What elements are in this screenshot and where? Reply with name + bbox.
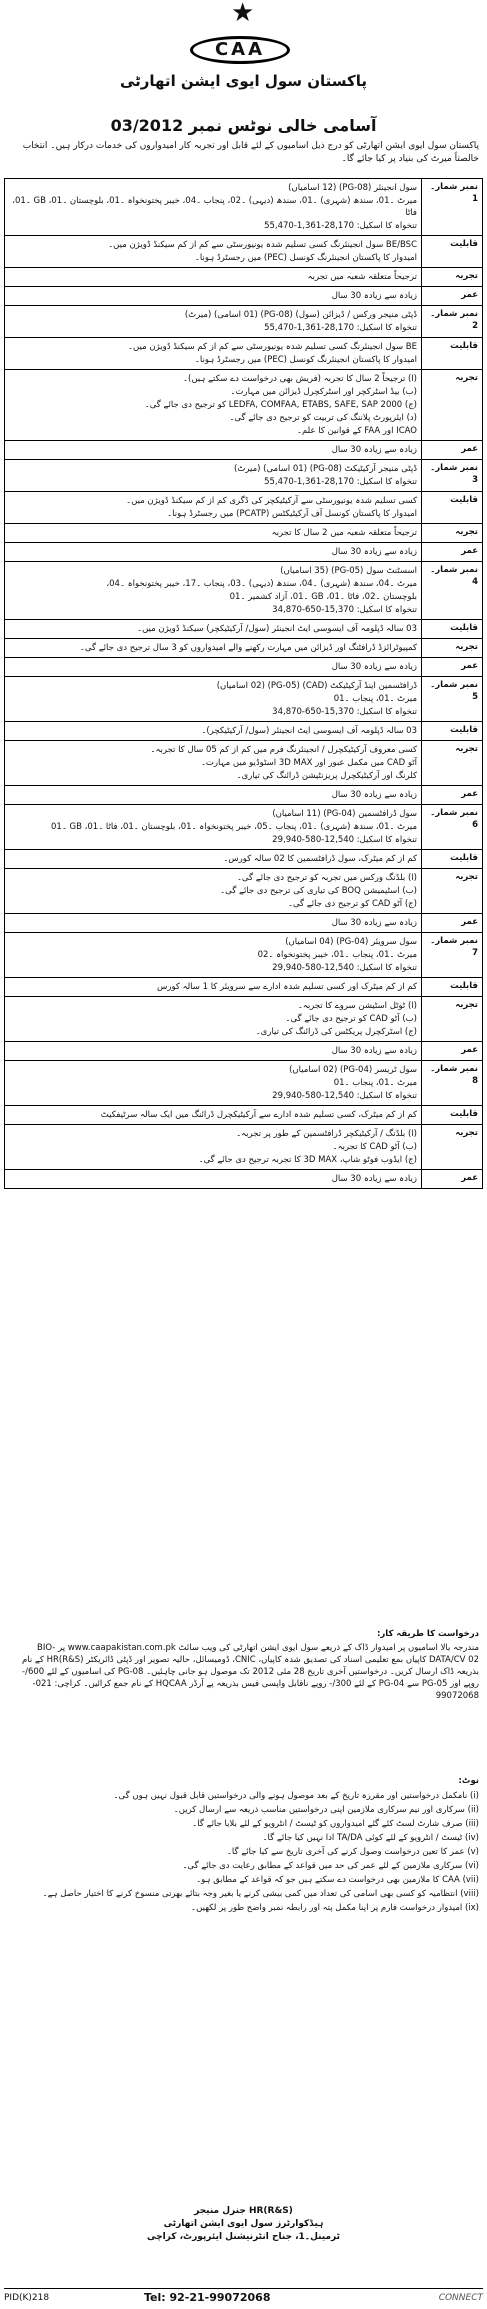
post-line: کم از کم میٹرک، کسی تسلیم شدہ ادارے سے آرکیٹیکچرل ڈرائنگ میں ایک سالہ سرٹیفکیٹ — [100, 1110, 417, 1120]
post-row — [5, 639, 483, 658]
post-row-label: عمر — [422, 658, 483, 677]
post-line: ترجیحاً متعلقہ شعبہ میں 2 سال کا تجربہ — [271, 528, 417, 538]
post-row-label: تجربہ — [422, 997, 483, 1042]
post-line: تنخواہ کا اسکیل: 12,540-580-29,940 — [272, 1091, 417, 1101]
post-line: کم از کم میٹرک، سول ڈرافٹسمین کا 02 سالہ کورس۔ — [223, 854, 417, 864]
post-row-content — [5, 268, 422, 287]
post-row-label: نمبر شمار۔4 — [422, 562, 483, 620]
note-item: (vi) سرکاری ملازمین کے لئے عمر کی حد میں قواعد کے مطابق رعایت دی جائے گی۔ — [182, 1861, 479, 1871]
post-row — [5, 524, 483, 543]
post-line: سول ڈرافٹسمین (PG-04) (11 اسامیاں) — [272, 809, 417, 819]
post-row-content — [5, 370, 422, 441]
post-line: میرٹ ۔01، سندھ (شہری) ۔01، پنجاب ۔05، خیبر پختونخواہ ۔01، بلوچستان ۔01، فاٹا ۔01، GB ۔01 — [51, 822, 417, 832]
post-row-content — [5, 722, 422, 741]
connect-label: CONNECT — [438, 2293, 483, 2303]
logo-text: CAA — [214, 39, 266, 60]
post-line: اسسٹنٹ سول (PG-05) (35 اسامیاں) — [280, 566, 417, 576]
post-row-label: عمر — [422, 1042, 483, 1061]
signature-line-1: جنرل منیجر HR(R&S) — [194, 2206, 293, 2216]
post-row-label: قابلیت — [422, 236, 483, 268]
post-row-label: تجربہ — [422, 1125, 483, 1170]
post-line: تنخواہ کا اسکیل: 28,170-1,361-55,470 — [264, 323, 417, 333]
post-line: تنخواہ کا اسکیل: 28,170-1,361-55,470 — [264, 221, 417, 231]
post-row — [5, 460, 483, 492]
telephone: Tel: 92-21-99072068 — [144, 2291, 271, 2304]
post-line: زیادہ سے زیادہ 30 سال — [331, 662, 417, 672]
post-row — [5, 1170, 483, 1189]
post-line: کلرنگ اور آرکیٹیکچرل پریزنٹیشن ڈرائنگ کی تیاری۔ — [236, 771, 417, 781]
note-item: (viii) انتظامیہ کو کسی بھی اسامی کی تعداد میں کمی بیشی کرنے یا بغیر وجہ بتائے بھرتی منسوخ کرنے کا اختیار حاصل ہے۔ — [42, 1889, 479, 1899]
post-row — [5, 1125, 483, 1170]
post-row-content — [5, 338, 422, 370]
post-line: کم از کم میٹرک اور کسی تسلیم شدہ ادارے سے سرویئر کا 1 سالہ کورس — [156, 982, 417, 992]
post-row-content — [5, 1170, 422, 1189]
post-line: (ب) اسٹیمیشن BOQ کی تیاری کی ترجیح دی جائے گی۔ — [220, 886, 417, 896]
post-row — [5, 741, 483, 786]
post-row-label: تجربہ — [422, 370, 483, 441]
post-line: (ب) آٹو CAD کا تجربہ۔ — [332, 1142, 417, 1152]
post-row-label: نمبر شمار۔8 — [422, 1061, 483, 1106]
post-row-content — [5, 562, 422, 620]
post-row-content — [5, 306, 422, 338]
signature-line-3: ٹرمینل۔1، جناح انٹرنیشنل ایئرپورٹ، کراچی — [146, 2232, 341, 2242]
post-row — [5, 620, 483, 639]
post-line: امیدوار کا پاکستان کونسل آف آرکیٹیکٹس (PCATP) میں رجسٹرڈ ہونا۔ — [167, 509, 417, 519]
post-row-label: عمر — [422, 441, 483, 460]
post-line: زیادہ سے زیادہ 30 سال — [331, 1046, 417, 1056]
post-row-label: عمر — [422, 287, 483, 306]
post-row-content — [5, 741, 422, 786]
post-row — [5, 786, 483, 805]
post-row-content — [5, 786, 422, 805]
post-row-label: نمبر شمار۔3 — [422, 460, 483, 492]
post-row-label: تجربہ — [422, 524, 483, 543]
post-row-label: عمر — [422, 914, 483, 933]
post-line: 03 سالہ ڈپلومہ آف ایسوسی ایٹ انجینئر (سول/ آرکیٹیکچر)۔ — [201, 726, 417, 736]
post-line: زیادہ سے زیادہ 30 سال — [331, 918, 417, 928]
post-row — [5, 370, 483, 441]
post-row-content — [5, 978, 422, 997]
caa-logo — [190, 36, 290, 64]
post-line: (د) ایئرپورٹ پلاننگ کی تربیت کو ترجیح دی جائے گی۔ — [229, 413, 417, 423]
post-line: ترجیحاً متعلقہ شعبہ میں تجربہ — [307, 272, 417, 282]
posts-table — [4, 178, 483, 1189]
post-line: (ا) ٹوٹل اسٹیشن سروے کا تجربہ۔ — [297, 1001, 417, 1011]
post-row-label: تجربہ — [422, 268, 483, 287]
post-row-content — [5, 620, 422, 639]
post-row — [5, 492, 483, 524]
post-line: سول سرویئر (PG-04) (04 اسامیاں) — [285, 937, 417, 947]
post-line: تنخواہ کا اسکیل: 12,540-580-29,940 — [272, 963, 417, 973]
organization-title: پاکستان سول ایوی ایشن اتھارٹی — [119, 72, 368, 90]
post-row-content — [5, 543, 422, 562]
post-row-label: قابلیت — [422, 850, 483, 869]
post-line: (ا) ترجیحاً 2 سال کا تجربہ (فریش بھی درخواست دے سکتے ہیں)۔ — [183, 374, 417, 384]
note-item: (iv) ٹیسٹ / انٹرویو کے لئے کوئی TA/DA ادا نہیں کیا جائے گا۔ — [262, 1833, 479, 1843]
post-line: سول انجینئر (PG-08) (12 اسامیاں) — [288, 183, 417, 193]
post-row-label: تجربہ — [422, 741, 483, 786]
method-text: مندرجہ بالا اسامیوں پر امیدوار ڈاک کے ذریعے سول ایوی ایشن اتھارٹی کی ویب سائٹ www.caapakistan.com.pk پر BIO-DATA/CV 02 کاپیاں بمع تعلیمی اسناد کی تصدیق شدہ کاپیاں، CNIC، ڈومیسائل، حالیہ تصویر اور ڈپٹی ڈائریکٹر HR(R&S) کے نام بذریعہ ڈاک ارسال کریں۔ درخواستیں آخری تاریخ 28 مئی 2012 تک موصول ہو جانی چاہئیں۔ PG-08 کی اسامیوں کے لئے 600/- روپے اور PG-05 سے PG-04 کے لئے 300/- روپے ناقابل واپسی فیس بذریعہ پے آرڈر HQCAA کے نام جمع کرائیں۔ کراچی: 021-99072068 — [21, 1643, 479, 1701]
footer — [4, 2288, 483, 2307]
post-row-content — [5, 805, 422, 850]
post-row-content — [5, 677, 422, 722]
post-row-content — [5, 179, 422, 236]
post-row-content — [5, 441, 422, 460]
post-line: کسی معروف آرکیٹیکچرل / انجینئرنگ فرم میں کم از کم 05 سال کا تجربہ۔ — [150, 745, 417, 755]
post-row — [5, 1061, 483, 1106]
post-row-content — [5, 639, 422, 658]
post-line: (ب) بیڈ اسٹرکچر اور اسٹرکچرل ڈیزائن میں مہارت۔ — [230, 387, 417, 397]
post-row-label: قابلیت — [422, 338, 483, 370]
note-item: (vii) CAA کا ملازمین بھی درخواست دے سکتے ہیں جو کہ قواعد کے مطابق ہو۔ — [196, 1875, 479, 1885]
post-row — [5, 268, 483, 287]
post-row-content — [5, 1125, 422, 1170]
signature-line-2: ہیڈکوارٹرز سول ایوی ایشن اتھارٹی — [163, 2219, 324, 2229]
pid-label: PID(K)218 — [4, 2293, 50, 2303]
post-row — [5, 677, 483, 722]
post-line: امیدوار کا پاکستان انجینئرنگ کونسل (PEC) میں رجسٹرڈ ہونا۔ — [194, 253, 417, 263]
post-row-content — [5, 524, 422, 543]
post-row-label: عمر — [422, 1170, 483, 1189]
note-item: (i) نامکمل درخواستیں اور مقررہ تاریخ کے بعد موصول ہونے والی درخواستیں قابل قبول نہیں ہوں گی۔ — [113, 1791, 479, 1801]
post-line: (ج) آٹو CAD کو ترجیح دی جائے گی۔ — [287, 899, 417, 909]
post-line: ICAO اور FAA کے قوانین کا علم۔ — [297, 426, 417, 436]
post-line: تنخواہ کا اسکیل: 15,370-650-34,870 — [272, 707, 417, 717]
post-row — [5, 914, 483, 933]
post-row-content — [5, 869, 422, 914]
post-line: میرٹ ۔01، سندھ (شہری) ۔01، سندھ (دیہی) ۔02، پنجاب ۔04، خیبر پختونخواہ ۔01، بلوچستان ۔01، GB ۔01، فاٹا — [12, 196, 417, 218]
post-row-content — [5, 850, 422, 869]
post-line: امیدوار کا پاکستان انجینئرنگ کونسل (PEC) میں رجسٹرڈ ہونا۔ — [194, 355, 417, 365]
post-row-label: تجربہ — [422, 639, 483, 658]
post-row — [5, 441, 483, 460]
post-row-content — [5, 997, 422, 1042]
note-item: (v) عمر کا تعین درخواست وصول کرنے کی آخری تاریخ سے کیا جائے گا۔ — [226, 1847, 479, 1857]
post-row — [5, 722, 483, 741]
post-row — [5, 287, 483, 306]
post-line: زیادہ سے زیادہ 30 سال — [331, 790, 417, 800]
post-line: زیادہ سے زیادہ 30 سال — [331, 291, 417, 301]
post-line: میرٹ ۔01، پنجاب ۔01، خیبر پختونخواہ ۔02 — [257, 950, 417, 960]
post-row-label: عمر — [422, 543, 483, 562]
post-line: زیادہ سے زیادہ 30 سال — [331, 1174, 417, 1184]
signature-block — [0, 2205, 487, 2244]
post-row — [5, 236, 483, 268]
note-item: (iii) صرف شارٹ لسٹ کئے گئے امیدواروں کو ٹیسٹ / انٹرویو کے لئے بلایا جائے گا۔ — [192, 1819, 479, 1829]
post-row-content — [5, 1061, 422, 1106]
post-line: (ا) بلڈنگ ورکس میں تجربہ کو ترجیح دی جائے گی۔ — [236, 873, 417, 883]
post-line: (ج) اسٹرکچرل پریکٹس کی ڈرائنگ کی تیاری۔ — [255, 1027, 417, 1037]
post-line: (ج) ایڈوب فوٹو شاپ، 3D MAX کا تجربہ ترجیح دی جائے گی۔ — [198, 1155, 417, 1165]
star-icon: ★ — [231, 0, 255, 28]
post-row — [5, 1042, 483, 1061]
post-line: (ا) بلڈنگ / آرکیٹیکچر ڈرافٹسمین کے طور پر تجربہ۔ — [236, 1129, 417, 1139]
post-row — [5, 543, 483, 562]
post-line: بلوچستان ۔02، فاٹا ۔01، GB ۔01، آزاد کشمیر ۔01 — [229, 592, 417, 602]
post-row-content — [5, 1106, 422, 1125]
post-row-label: قابلیت — [422, 620, 483, 639]
post-line: ڈپٹی منیجر ورکس / ڈیزائن (سول) (PG-08) (01 اسامی) (میرٹ) — [184, 310, 417, 320]
post-row-content — [5, 236, 422, 268]
post-row-label: نمبر شمار۔5 — [422, 677, 483, 722]
post-row — [5, 978, 483, 997]
post-row — [5, 306, 483, 338]
post-row-label: عمر — [422, 786, 483, 805]
post-row — [5, 933, 483, 978]
post-line: ڈپٹی منیجر آرکیٹیکٹ (PG-08) (01 اسامی) (میرٹ) — [234, 464, 417, 474]
post-line: 03 سالہ ڈپلومہ آف ایسوسی ایٹ انجینئر (سول/ آرکیٹیکچر) سیکنڈ ڈویژن میں۔ — [137, 624, 417, 634]
post-row-content — [5, 492, 422, 524]
post-line: ڈرافٹسمین اینڈ آرکیٹیکٹ (CAD) (PG-05) (02 اسامیاں) — [216, 681, 417, 691]
post-line: میرٹ ۔01، پنجاب ۔01 — [333, 694, 417, 704]
post-line: آٹو CAD میں مکمل عبور اور 3D MAX اسٹوڈیو میں مہارت۔ — [200, 758, 417, 768]
post-row — [5, 997, 483, 1042]
post-row — [5, 658, 483, 677]
post-row-content — [5, 933, 422, 978]
post-row-label: تجربہ — [422, 869, 483, 914]
post-line: تنخواہ کا اسکیل: 28,170-1,361-55,470 — [264, 477, 417, 487]
notes-list — [8, 1790, 479, 1916]
post-row-content — [5, 460, 422, 492]
post-row-label: قابلیت — [422, 978, 483, 997]
post-row — [5, 805, 483, 850]
post-row-content — [5, 658, 422, 677]
post-line: میرٹ ۔01، پنجاب ۔01 — [333, 1078, 417, 1088]
post-row-label: نمبر شمار۔1 — [422, 179, 483, 236]
post-line: BE/BSC سول انجینئرنگ کسی تسلیم شدہ یونیورسٹی سے کم از کم سیکنڈ ڈویژن میں۔ — [108, 240, 417, 250]
post-line: کسی تسلیم شدہ یونیورسٹی سے آرکیٹیکچر کی ڈگری کم از کم سیکنڈ ڈویژن میں۔ — [126, 496, 417, 506]
post-line: میرٹ ۔04، سندھ (شہری) ۔04، سندھ (دیہی) ۔03، پنجاب ۔17، خیبر پختونخواہ ۔04، — [106, 579, 417, 589]
post-row-label: قابلیت — [422, 722, 483, 741]
post-row-content — [5, 914, 422, 933]
notes-title: نوٹ: — [458, 1776, 479, 1786]
post-row-label: نمبر شمار۔6 — [422, 805, 483, 850]
post-row-content — [5, 287, 422, 306]
post-row — [5, 869, 483, 914]
post-line: زیادہ سے زیادہ 30 سال — [331, 445, 417, 455]
post-row — [5, 562, 483, 620]
post-row-content — [5, 1042, 422, 1061]
post-row-label: نمبر شمار۔7 — [422, 933, 483, 978]
post-line: BE سول انجینئرنگ کسی تسلیم شدہ یونیورسٹی سے کم از کم سیکنڈ ڈویژن میں۔ — [128, 342, 417, 352]
post-row — [5, 179, 483, 236]
post-row — [5, 1106, 483, 1125]
post-row — [5, 850, 483, 869]
post-line: (ب) آٹو CAD کو ترجیح دی جائے گی۔ — [285, 1014, 417, 1024]
post-row-label: قابلیت — [422, 492, 483, 524]
post-line: تنخواہ کا اسکیل: 15,370-650-34,870 — [272, 605, 417, 615]
post-row-label: قابلیت — [422, 1106, 483, 1125]
intro-text: پاکستان سول ایوی ایشن اتھارٹی کو درج ذیل اسامیوں کے لئے قابل اور تجربہ کار امیدواروں کی خدمات درکار ہیں۔ انتخاب خالصتاً میرٹ کی بنیاد پر کیا جائے گا۔ — [22, 141, 479, 164]
note-item: (ix) امیدوار درخواست فارم پر اپنا مکمل پتہ اور رابطہ نمبر واضح طور پر لکھیں۔ — [191, 1903, 479, 1913]
post-line: کمپیوٹرائزڈ ڈرافٹنگ اور ڈیزائن میں مہارت رکھنے والے امیدواروں کو 3 سال ترجیح دی جائے گی۔ — [79, 643, 417, 653]
note-item: (ii) سرکاری اور نیم سرکاری ملازمین اپنی درخواستیں مناسب ذریعہ سے ارسال کریں۔ — [173, 1805, 479, 1815]
post-row — [5, 338, 483, 370]
post-line: زیادہ سے زیادہ 30 سال — [331, 547, 417, 557]
post-line: سول ٹریسر (PG-04) (02 اسامیاں) — [289, 1065, 417, 1075]
notice-title: آسامی خالی نوٹس نمبر 03/2012 — [110, 116, 377, 135]
post-line: تنخواہ کا اسکیل: 12,540-580-29,940 — [272, 835, 417, 845]
post-row-label: نمبر شمار۔2 — [422, 306, 483, 338]
method-title: درخواست کا طریقہ کار: — [376, 1629, 479, 1639]
post-line: (ج) LEDFA, COMFAA, ETABS, SAFE, SAP 2000 کو ترجیح دی جائے گی۔ — [144, 400, 417, 410]
